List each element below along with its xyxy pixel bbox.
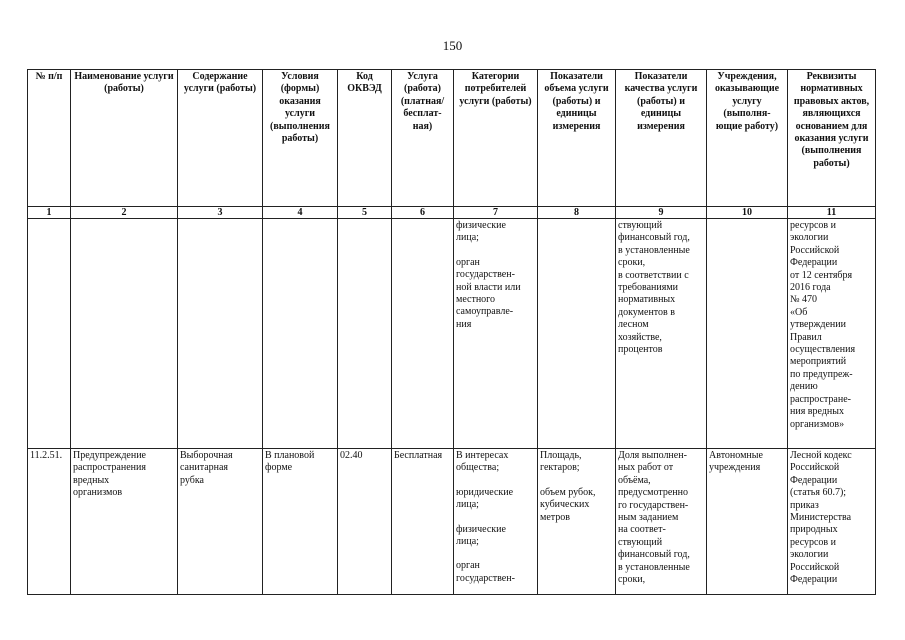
cell-text-line: в соответствии с — [618, 269, 689, 281]
cell-text-line: государствен- — [456, 572, 515, 584]
cell-text-line: ния — [456, 318, 472, 330]
cell-text-line: физические — [456, 220, 506, 231]
cell-text-line: физические — [456, 523, 506, 535]
cell-text-line: ствующий — [618, 536, 663, 548]
cell — [538, 219, 616, 449]
cell-text-line: го государствен- — [618, 499, 689, 511]
cell-text-line: Российской — [790, 462, 840, 474]
cell-text-line: Доля выполнен- — [618, 450, 687, 461]
column-number: 11 — [788, 207, 876, 219]
cell-text-line: финансовый год, — [618, 549, 690, 561]
page-number: 150 — [442, 38, 463, 53]
cell-text-line: орган — [456, 256, 480, 268]
cell — [707, 219, 788, 449]
cell-text-line: хозяйстве, — [618, 331, 662, 343]
cell-text-line: в установленные — [618, 561, 690, 573]
cell-text-line: Правил — [790, 331, 822, 343]
column-number: 8 — [538, 207, 616, 219]
cell-text-line: организмов — [73, 487, 123, 499]
cell-text-line: осуществления — [790, 344, 856, 356]
cell-text-line: лица; — [456, 499, 479, 511]
cell-text-line: от 12 сентября — [790, 269, 853, 281]
cell-text-line: орган — [456, 560, 480, 572]
cell-text-line: Федерации — [790, 257, 838, 269]
cell-text-line: Предупреждение — [73, 450, 146, 461]
cell-text-line: на соответ- — [618, 524, 666, 536]
cell-text-line: нормативных — [618, 294, 676, 306]
cell-text-line: по предупреж- — [790, 368, 853, 380]
legal-acts-cell — [788, 449, 876, 595]
cell-text-line: сроки, — [618, 257, 646, 269]
cell-text-line: государствен- — [456, 269, 515, 281]
cell — [178, 219, 263, 449]
column-number: 10 — [707, 207, 788, 219]
cell-text-line: объёма, — [618, 474, 651, 486]
column-number: 5 — [338, 207, 392, 219]
cell-text-line: объем рубок, — [540, 486, 596, 498]
okved-code-cell — [338, 449, 392, 595]
cell-text-line: рубка — [180, 474, 204, 486]
header-cell: Реквизиты нормативных правовых актов, являющихся основанием для оказания услуги (выполнения работы) — [788, 70, 876, 207]
cell-text-line: в установленные — [618, 244, 690, 256]
cell-text-line: ной власти или — [456, 281, 521, 293]
cell-text-line: самоуправле- — [456, 306, 514, 318]
cell-text-line: 02.40 — [340, 450, 363, 461]
cell — [71, 219, 178, 449]
cell-text-line: форме — [265, 462, 293, 474]
cell-text-line: санитарная — [180, 462, 229, 474]
cell-text-line: учреждения — [709, 462, 761, 474]
volume-indicators-cell — [538, 449, 616, 595]
cell-text-line: «Об — [790, 306, 808, 318]
cell-text-line: распростране- — [790, 393, 851, 405]
cell-text-line: гектаров; — [540, 462, 580, 474]
cell-text-line: экологии — [790, 232, 829, 244]
header-cell: Показатели качества услуги (работы) и единицы измерения — [616, 70, 707, 207]
cell-text-line: мероприятий — [790, 356, 847, 368]
cell-text-line: Площадь, — [540, 450, 582, 461]
service-name-cell — [71, 449, 178, 595]
row-number-cell — [28, 449, 71, 595]
cell-text-line: природных — [790, 524, 838, 536]
cell-text-line: В интересах — [456, 450, 509, 461]
cell-text-line: В плановой — [265, 450, 315, 461]
cell-text-line: местного — [456, 294, 496, 306]
column-number-row — [28, 207, 876, 219]
header-cell: № п/п — [28, 70, 71, 207]
cell-text-line: лица; — [456, 232, 479, 244]
cell-text-line: ных работ от — [618, 462, 674, 474]
service-content-cell — [178, 449, 263, 595]
column-number: 2 — [71, 207, 178, 219]
cell-text-line: приказ — [790, 499, 819, 511]
header-cell: Код ОКВЭД — [338, 70, 392, 207]
cell-text-line: Выборочная — [180, 450, 233, 461]
cell-text-line: ресурсов и — [790, 220, 837, 231]
cell-text-line: ния вредных — [790, 406, 844, 418]
cell-text-line: документов в — [618, 306, 675, 318]
cell — [392, 219, 454, 449]
column-number: 7 — [454, 207, 538, 219]
cell-text-line: Федерации — [790, 574, 838, 586]
cell-text-line: экологии — [790, 549, 829, 561]
cell-text-line: юридические — [456, 486, 514, 498]
cell-text-line: общества; — [456, 462, 500, 474]
cell-text-line: утверждении — [790, 319, 846, 331]
cell-text-line: ресурсов и — [790, 536, 837, 548]
header-cell: Содержание услуги (работы) — [178, 70, 263, 207]
column-number: 1 — [28, 207, 71, 219]
table-row — [28, 449, 876, 595]
cell-text-line: процентов — [618, 344, 663, 356]
cell-text-line: лица; — [456, 536, 479, 548]
cell-text-line: сроки, — [618, 574, 646, 586]
cell-text-line: ствующий — [618, 220, 663, 231]
table-header-row — [28, 70, 876, 207]
cell-text-line: вредных — [73, 474, 110, 486]
legal-acts-cell — [788, 219, 876, 449]
cell — [338, 219, 392, 449]
cell-text-line: Министерства — [790, 512, 852, 524]
cell-text-line: распространения — [73, 462, 146, 474]
cell-text-line: требованиями — [618, 282, 679, 294]
header-cell: Категории потребителей услуги (работы) — [454, 70, 538, 207]
cell — [263, 219, 338, 449]
header-cell: Учреждения, оказывающие услугу (выполня- ющие работу) — [707, 70, 788, 207]
cell-text-line: метров — [540, 511, 570, 523]
cell-text-line: организмов» — [790, 418, 845, 430]
cell-text-line: Бесплатная — [394, 450, 443, 461]
cell-text-line: Лесной кодекс — [790, 450, 852, 461]
cell-text-line: лесном — [618, 319, 649, 331]
cell-text-line: № 470 — [790, 294, 818, 306]
institutions-cell — [707, 449, 788, 595]
cell-text-line: Российской — [790, 244, 840, 256]
paid-free-cell — [392, 449, 454, 595]
cell-text-line: (статья 60.7); — [790, 487, 847, 499]
consumer-categories-cell — [454, 449, 538, 595]
header-cell: Условия (формы) оказания услуги (выполнения работы) — [263, 70, 338, 207]
header-cell: Наименование услуги (работы) — [71, 70, 178, 207]
cell-text-line: Российской — [790, 561, 840, 573]
column-number: 6 — [392, 207, 454, 219]
table-row — [28, 219, 876, 449]
conditions-cell — [263, 449, 338, 595]
cell-text-line: ным заданием — [618, 512, 679, 524]
header-cell: Услуга (работа) (платная/ бесплат- ная) — [392, 70, 454, 207]
column-number: 9 — [616, 207, 707, 219]
consumer-categories-cell — [454, 219, 538, 449]
quality-indicators-cell — [616, 219, 707, 449]
cell-text-line: предусмотренно — [618, 487, 689, 499]
cell — [28, 219, 71, 449]
quality-indicators-cell — [616, 449, 707, 595]
cell-text-line: 2016 года — [790, 282, 831, 294]
cell-text-line: кубических — [540, 499, 590, 511]
services-table — [27, 69, 876, 595]
cell-text-line: Федерации — [790, 474, 838, 486]
header-cell: Показатели объема услуги (работы) и единицы измерения — [538, 70, 616, 207]
cell-text-line: Автономные — [709, 450, 763, 461]
cell-text-line: 11.2.51. — [30, 450, 63, 461]
cell-text-line: дению — [790, 381, 818, 393]
column-number: 4 — [263, 207, 338, 219]
column-number: 3 — [178, 207, 263, 219]
cell-text-line: финансовый год, — [618, 232, 690, 244]
